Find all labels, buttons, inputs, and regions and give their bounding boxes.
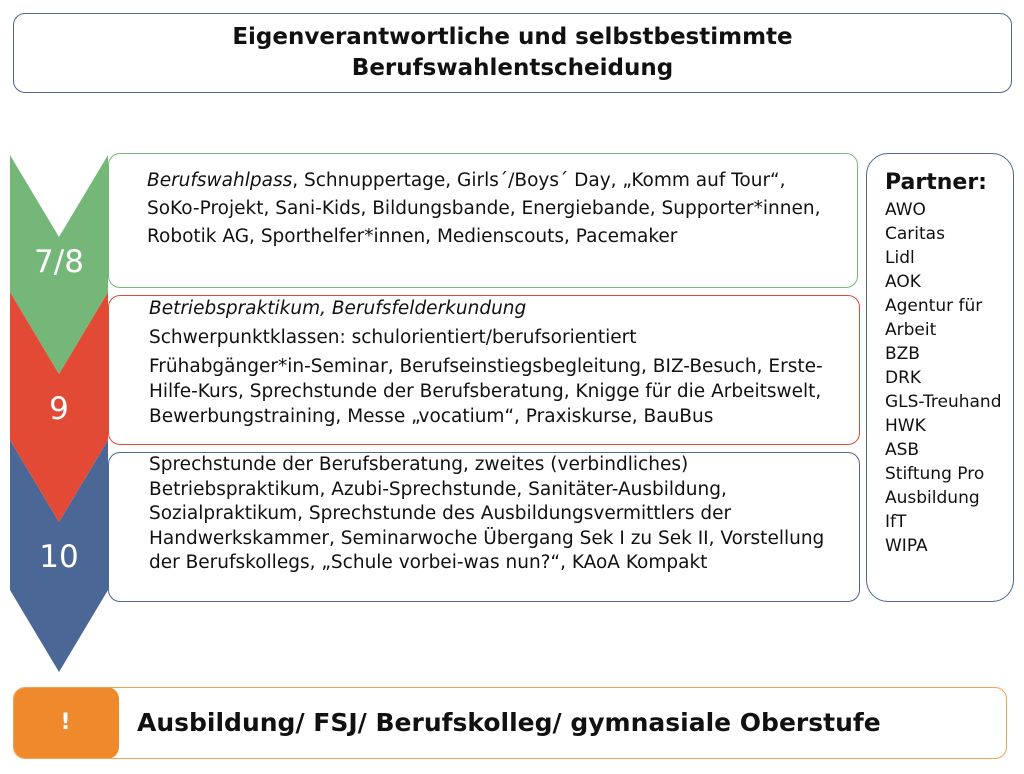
step-box-7-8 [108,153,858,288]
step-text-7-8 [147,167,843,251]
step-box-10 [108,452,860,602]
step-italic-9 [149,296,845,321]
step-text-10: Sprechstunde der Berufsberatung, zweites (verbindliches) Betriebspraktikum, Azubi-Sprechstunde, Sanitäter-Ausbildung, Sozialpraktikum, Sprechstunde des Ausbildungsvermittlers der Handwerkskammer, Seminarwoche Übergang Sek I zu Sek II, Vorstellung der Berufskollegs, „Schule vorbei-was nun?“, KAoA Kompakt [149,454,825,573]
partner-item: BZB [885,344,920,364]
grade-label-7-8: 7/8 [34,244,84,280]
partner-item: ASB [885,440,920,460]
partner-item: WIPA [885,536,928,556]
title-box [13,13,1012,93]
partner-item: IfT [885,512,907,532]
partner-item: AWO [885,200,926,220]
partner-list [885,198,1013,558]
step-box-9 [108,295,860,445]
partner-title: Partner: [885,170,987,195]
step-italic-7-8: Berufswahlpass [147,170,293,191]
grade-label-10: 10 [39,539,79,575]
partner-item: Stiftung Pro Ausbildung [885,464,985,508]
title-line-1: Eigenverantwortliche und selbstbestimmte [232,24,793,50]
partner-item: HWK [885,416,926,436]
exclamation-badge: ! [13,687,119,759]
partner-item: Agentur für Arbeit [885,296,983,340]
outcome-text: Ausbildung/ FSJ/ Berufskolleg/ gymnasiale Oberstufe [137,708,881,737]
partner-item: GLS-Treuhand [885,392,1002,412]
step-italic-text-9: Betriebspraktikum, Berufsfelderkundung [149,298,527,319]
step-line-2-9: Schwerpunktklassen: schulorientiert/berufsorientiert [149,327,637,348]
step-line-3-9: Frühabgänger*in-Seminar, Berufseinstiegsbegleitung, BIZ-Besuch, Erste-Hilfe-Kurs, Sprechstunde der Berufsberatung, Knigge für die Arbeitswelt, Bewerbungstraining, Messe „vocatium“, Praxiskurse, BauBus [149,356,823,427]
partner-box [866,153,1014,602]
grade-chevrons [0,0,120,680]
partner-item: Lidl [885,248,915,268]
partner-item: Caritas [885,224,945,244]
step-body-7-8: , Schnuppertage, Girls´/Boys´ Day, „Komm auf Tour“, SoKo-Projekt, Sani-Kids, Bildungsbande, Energiebande, Supporter*innen, Robotik AG, Sporthelfer*innen, Medienscouts, Pacemaker [147,170,821,247]
title-line-2: Berufswahlentscheidung [351,55,674,81]
outcome-box [13,687,1007,759]
partner-item: DRK [885,368,922,388]
grade-label-9: 9 [49,391,69,427]
partner-item: AOK [885,272,921,292]
